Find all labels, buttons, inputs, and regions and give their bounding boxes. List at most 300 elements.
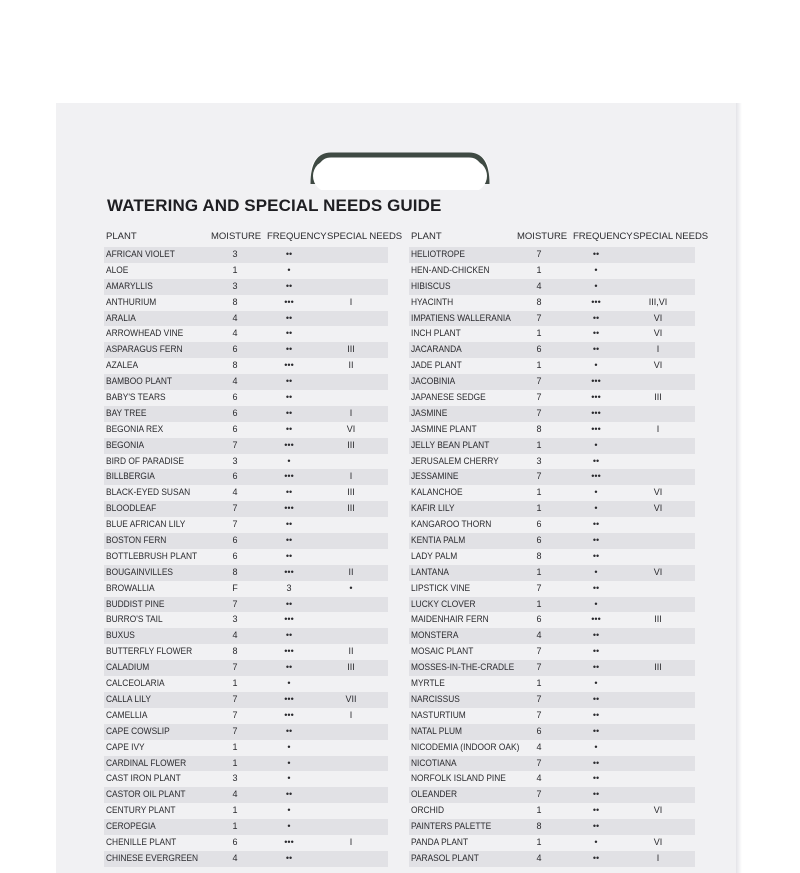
plant-name-cell: JADE PLANT xyxy=(411,360,462,371)
special-needs-cell: I xyxy=(349,407,353,418)
special-needs-cell: VII xyxy=(345,693,357,704)
plant-name-cell: KANGAROO THORN xyxy=(411,519,492,530)
table-row xyxy=(104,279,388,295)
frequency-cell: ••• xyxy=(284,709,294,720)
frequency-cell: •• xyxy=(592,852,600,863)
table-row xyxy=(104,311,388,327)
frequency-cell: •• xyxy=(592,662,600,673)
plant-name-cell: BIRD OF PARADISE xyxy=(106,455,184,466)
plant-name-cell: NASTURTIUM xyxy=(411,709,466,720)
moisture-cell: 6 xyxy=(232,392,238,403)
special-needs-cell: III xyxy=(347,487,355,498)
frequency-cell: • xyxy=(594,439,598,450)
moisture-cell: 7 xyxy=(536,312,542,323)
moisture-cell: 1 xyxy=(536,566,542,577)
moisture-cell: 6 xyxy=(536,519,542,530)
frequency-cell: •• xyxy=(285,328,293,339)
frequency-cell: •• xyxy=(285,535,293,546)
table-row xyxy=(409,279,695,295)
frequency-cell: •• xyxy=(285,280,293,291)
plant-name-cell: BEGONIA xyxy=(106,439,145,450)
frequency-cell: ••• xyxy=(284,296,294,307)
frequency-cell: ••• xyxy=(284,693,294,704)
table-row xyxy=(104,517,388,533)
frequency-cell: ••• xyxy=(591,423,601,434)
plant-name-cell: HELIOTROPE xyxy=(411,249,465,259)
table-row xyxy=(104,374,388,390)
frequency-cell: • xyxy=(594,487,598,498)
table-row xyxy=(409,533,695,549)
frequency-cell: • xyxy=(594,598,598,609)
special-needs-cell: I xyxy=(349,471,353,482)
table-row xyxy=(409,263,695,279)
frequency-cell: •• xyxy=(285,550,293,561)
moisture-cell: 6 xyxy=(232,471,238,482)
frequency-cell: •• xyxy=(592,249,600,259)
frequency-cell: ••• xyxy=(284,836,294,847)
table-row xyxy=(104,708,388,724)
frequency-cell: ••• xyxy=(591,407,601,418)
special-needs-cell: I xyxy=(349,836,353,847)
plant-name-cell: JERUSALEM CHERRY xyxy=(411,455,499,466)
table-row xyxy=(409,485,695,501)
moisture-cell: 6 xyxy=(536,535,542,546)
frequency-cell: • xyxy=(287,805,291,816)
header-plant: PLANT xyxy=(106,231,137,242)
frequency-cell: • xyxy=(594,264,598,275)
plant-name-cell: NARCISSUS xyxy=(411,693,460,704)
table-row xyxy=(104,438,388,454)
table-row xyxy=(409,517,695,533)
table-row xyxy=(104,835,388,851)
plant-name-cell: HEN-AND-CHICKEN xyxy=(411,264,490,275)
moisture-cell: 7 xyxy=(536,582,542,593)
special-needs-cell: I xyxy=(656,852,660,863)
moisture-cell: 3 xyxy=(232,614,238,625)
header-moisture: MOISTURE xyxy=(211,231,262,242)
plant-name-cell: CAST IRON PLANT xyxy=(106,773,181,784)
page-title: WATERING AND SPECIAL NEEDS GUIDE xyxy=(107,196,442,215)
header-frequency: FREQUENCY xyxy=(267,231,327,242)
table-row xyxy=(409,469,695,485)
special-needs-cell: I xyxy=(656,344,660,355)
moisture-cell: 1 xyxy=(232,805,238,816)
table-row xyxy=(104,549,388,565)
moisture-cell: 3 xyxy=(232,455,238,466)
table-row xyxy=(409,628,695,644)
moisture-cell: 4 xyxy=(536,741,542,752)
plant-name-cell: MOSAIC PLANT xyxy=(411,646,474,657)
plant-name-cell: ARROWHEAD VINE xyxy=(106,328,184,339)
frequency-cell: •• xyxy=(285,598,293,609)
table-row xyxy=(104,390,388,406)
table-row xyxy=(409,740,695,756)
frequency-cell: •• xyxy=(285,376,293,387)
special-needs-cell: I xyxy=(349,709,353,720)
plant-name-cell: CHINESE EVERGREEN xyxy=(106,852,199,863)
frequency-cell: •• xyxy=(592,582,600,593)
table-row xyxy=(104,771,388,787)
moisture-cell: 7 xyxy=(232,709,238,720)
table-row xyxy=(104,692,388,708)
table-row xyxy=(104,803,388,819)
plant-name-cell: MONSTERA xyxy=(411,630,459,641)
moisture-cell: 8 xyxy=(232,566,238,577)
frequency-cell: ••• xyxy=(591,296,601,307)
moisture-cell: 8 xyxy=(536,296,542,307)
plant-name-cell: KENTIA PALM xyxy=(411,535,466,546)
table-row xyxy=(104,756,388,772)
plant-name-cell: AMARYLLIS xyxy=(106,280,153,291)
moisture-cell: 1 xyxy=(536,264,542,275)
frequency-cell: •• xyxy=(592,789,600,800)
frequency-cell: • xyxy=(287,821,291,832)
plant-name-cell: BEGONIA REX xyxy=(106,423,164,434)
plant-name-cell: BROWALLIA xyxy=(106,582,155,593)
frequency-cell: •• xyxy=(285,789,293,800)
moisture-cell: 8 xyxy=(536,423,542,434)
table-row xyxy=(104,819,388,835)
table-row xyxy=(409,724,695,740)
special-needs-cell: III xyxy=(654,614,662,625)
frequency-cell: ••• xyxy=(284,503,294,514)
table-row xyxy=(104,628,388,644)
moisture-cell: 1 xyxy=(536,328,542,339)
plant-name-cell: BLOODLEAF xyxy=(106,503,157,514)
moisture-cell: 3 xyxy=(232,249,238,259)
special-needs-cell: VI xyxy=(653,566,663,577)
table-row xyxy=(104,644,388,660)
table-row xyxy=(409,597,695,613)
moisture-cell: 7 xyxy=(536,392,542,403)
frequency-cell: •• xyxy=(285,630,293,641)
frequency-cell: • xyxy=(287,455,291,466)
moisture-cell: 4 xyxy=(536,852,542,863)
table-row xyxy=(409,660,695,676)
table-row xyxy=(409,803,695,819)
table-row xyxy=(104,422,388,438)
frequency-cell: • xyxy=(287,741,291,752)
plant-name-cell: LANTANA xyxy=(411,566,449,577)
plant-name-cell: CALADIUM xyxy=(106,662,150,673)
table-row xyxy=(409,311,695,327)
plant-name-cell: KAFIR LILY xyxy=(411,503,455,514)
table-row xyxy=(104,454,388,470)
moisture-cell: 8 xyxy=(536,821,542,832)
frequency-cell: ••• xyxy=(284,471,294,482)
moisture-cell: 4 xyxy=(232,312,238,323)
special-needs-cell: III xyxy=(654,392,662,403)
plant-name-cell: NORFOLK ISLAND PINE xyxy=(411,773,506,784)
frequency-cell: • xyxy=(594,503,598,514)
table-row xyxy=(409,374,695,390)
moisture-cell: 8 xyxy=(536,550,542,561)
plant-name-cell: HYACINTH xyxy=(411,296,454,307)
plant-name-cell: BUXUS xyxy=(106,630,135,641)
frequency-cell: •• xyxy=(285,392,293,403)
frequency-cell: •• xyxy=(592,821,600,832)
header-frequency: FREQUENCY xyxy=(573,231,633,242)
plant-name-cell: MAIDENHAIR FERN xyxy=(411,614,489,625)
frequency-cell: ••• xyxy=(284,439,294,450)
moisture-cell: 1 xyxy=(232,678,238,689)
moisture-cell: 6 xyxy=(232,407,238,418)
plant-name-cell: KALANCHOE xyxy=(411,487,463,498)
plant-name-cell: CENTURY PLANT xyxy=(106,805,176,816)
table-row xyxy=(104,485,388,501)
special-needs-cell: I xyxy=(349,296,353,307)
plant-name-cell: BOUGAINVILLES xyxy=(106,566,173,577)
plant-name-cell: CAMELLIA xyxy=(106,709,148,720)
plant-name-cell: HIBISCUS xyxy=(411,280,451,291)
moisture-cell: 4 xyxy=(232,630,238,641)
moisture-cell: 1 xyxy=(536,360,542,371)
moisture-cell: 1 xyxy=(536,678,542,689)
moisture-cell: 3 xyxy=(536,455,542,466)
table-row xyxy=(409,406,695,422)
table-row xyxy=(104,533,388,549)
plant-name-cell: MYRTLE xyxy=(411,678,445,689)
frequency-cell: •• xyxy=(285,519,293,530)
moisture-cell: 8 xyxy=(232,646,238,657)
frequency-cell: •• xyxy=(592,773,600,784)
table-row xyxy=(409,295,695,311)
plant-name-cell: CALLA LILY xyxy=(106,693,151,704)
special-needs-cell: III xyxy=(347,344,355,355)
plant-name-cell: JACARANDA xyxy=(411,344,462,355)
plant-name-cell: BAY TREE xyxy=(106,407,147,418)
table-row xyxy=(104,469,388,485)
moisture-cell: 1 xyxy=(536,439,542,450)
table-row xyxy=(409,676,695,692)
plant-name-cell: NICODEMIA (INDOOR OAK) xyxy=(411,741,520,752)
special-needs-cell: VI xyxy=(653,360,663,371)
plant-name-cell: BURRO'S TAIL xyxy=(106,614,163,625)
plant-name-cell: LUCKY CLOVER xyxy=(411,598,476,609)
frequency-cell: •• xyxy=(285,249,293,259)
frequency-cell: ••• xyxy=(284,360,294,371)
plant-name-cell: CAPE COWSLIP xyxy=(106,725,170,736)
plant-name-cell: CAPE IVY xyxy=(106,741,145,752)
moisture-cell: 4 xyxy=(232,852,238,863)
special-needs-cell: VI xyxy=(653,487,663,498)
frequency-cell: • xyxy=(287,678,291,689)
moisture-cell: 1 xyxy=(536,503,542,514)
moisture-cell: 7 xyxy=(536,693,542,704)
special-needs-cell: III xyxy=(347,503,355,514)
table-row xyxy=(409,501,695,517)
special-needs-cell: III xyxy=(654,662,662,673)
special-needs-cell: VI xyxy=(653,836,663,847)
plant-table-right xyxy=(409,231,709,867)
frequency-cell: • xyxy=(594,836,598,847)
plant-name-cell: ARALIA xyxy=(106,312,136,323)
frequency-cell: •• xyxy=(285,487,293,498)
plant-name-cell: JESSAMINE xyxy=(411,471,459,482)
table-row xyxy=(104,851,388,867)
table-row xyxy=(104,724,388,740)
moisture-cell: 6 xyxy=(536,725,542,736)
plant-name-cell: NICOTIANA xyxy=(411,757,457,768)
table-row xyxy=(409,565,695,581)
plant-name-cell: JAPANESE SEDGE xyxy=(411,392,486,403)
table-row xyxy=(104,612,388,628)
frequency-cell: •• xyxy=(285,662,293,673)
moisture-cell: 6 xyxy=(536,614,542,625)
table-row xyxy=(409,390,695,406)
plant-name-cell: JELLY BEAN PLANT xyxy=(411,439,490,450)
moisture-cell: 7 xyxy=(232,439,238,450)
moisture-cell: F xyxy=(232,582,238,593)
moisture-cell: 7 xyxy=(232,503,238,514)
header-moisture: MOISTURE xyxy=(517,231,568,242)
table-row xyxy=(104,406,388,422)
plant-name-cell: JACOBINIA xyxy=(411,376,456,387)
moisture-cell: 7 xyxy=(536,249,542,259)
moisture-cell: 7 xyxy=(536,407,542,418)
table-row xyxy=(409,326,695,342)
plant-name-cell: INCH PLANT xyxy=(411,328,461,339)
plant-name-cell: ALOE xyxy=(106,264,129,275)
frequency-cell: • xyxy=(594,566,598,577)
plant-name-cell: BLUE AFRICAN LILY xyxy=(106,519,186,530)
frequency-cell: ••• xyxy=(284,646,294,657)
moisture-cell: 1 xyxy=(536,805,542,816)
plant-name-cell: BUDDIST PINE xyxy=(106,598,165,609)
frequency-cell: •• xyxy=(592,519,600,530)
frequency-cell: •• xyxy=(592,630,600,641)
table-row xyxy=(104,676,388,692)
frequency-cell: •• xyxy=(285,344,293,355)
table-row xyxy=(409,581,695,597)
table-row xyxy=(409,342,695,358)
plant-name-cell: CARDINAL FLOWER xyxy=(106,757,187,768)
moisture-cell: 7 xyxy=(536,789,542,800)
plant-name-cell: CASTOR OIL PLANT xyxy=(106,789,186,800)
plant-name-cell: MOSSES-IN-THE-CRADLE xyxy=(411,662,515,673)
moisture-cell: 1 xyxy=(536,487,542,498)
table-row xyxy=(104,263,388,279)
special-needs-cell: • xyxy=(349,582,353,593)
frequency-cell: ••• xyxy=(591,471,601,482)
table-row xyxy=(104,660,388,676)
frequency-cell: •• xyxy=(285,852,293,863)
plant-name-cell: AFRICAN VIOLET xyxy=(106,249,175,259)
frequency-cell: • xyxy=(594,280,598,291)
table-body xyxy=(409,247,695,867)
frequency-cell: •• xyxy=(592,805,600,816)
table-row xyxy=(104,501,388,517)
table-row xyxy=(104,581,388,597)
frequency-cell: • xyxy=(287,757,291,768)
special-needs-cell: VI xyxy=(653,312,663,323)
moisture-cell: 7 xyxy=(536,376,542,387)
moisture-cell: 4 xyxy=(536,773,542,784)
moisture-cell: 1 xyxy=(232,264,238,275)
table-row xyxy=(409,771,695,787)
table-row xyxy=(409,247,695,263)
moisture-cell: 3 xyxy=(232,773,238,784)
frequency-cell: •• xyxy=(592,550,600,561)
frequency-cell: •• xyxy=(592,344,600,355)
table-row xyxy=(409,454,695,470)
moisture-cell: 1 xyxy=(232,757,238,768)
special-needs-cell: VI xyxy=(653,328,663,339)
plant-name-cell: OLEANDER xyxy=(411,789,458,800)
plant-name-cell: PAINTERS PALETTE xyxy=(411,821,492,832)
plant-name-cell: CEROPEGIA xyxy=(106,821,156,832)
table-body xyxy=(104,247,388,867)
table-row xyxy=(104,740,388,756)
frequency-cell: •• xyxy=(592,725,600,736)
table-row xyxy=(104,597,388,613)
table-header xyxy=(409,231,709,245)
frequency-cell: ••• xyxy=(591,614,601,625)
plant-name-cell: PARASOL PLANT xyxy=(411,852,479,863)
table-row xyxy=(409,708,695,724)
special-needs-cell: II xyxy=(348,566,354,577)
moisture-cell: 7 xyxy=(232,693,238,704)
plant-name-cell: ORCHID xyxy=(411,805,445,816)
header-plant: PLANT xyxy=(411,231,442,242)
table-row xyxy=(409,787,695,803)
plant-name-cell: BUTTERFLY FLOWER xyxy=(106,646,193,657)
plant-name-cell: NATAL PLUM xyxy=(411,725,463,736)
moisture-cell: 4 xyxy=(536,630,542,641)
header-special-needs: SPECIAL NEEDS xyxy=(633,231,709,242)
moisture-cell: 4 xyxy=(232,328,238,339)
frequency-cell: •• xyxy=(592,328,600,339)
moisture-cell: 1 xyxy=(232,821,238,832)
table-row xyxy=(409,644,695,660)
table-row xyxy=(409,819,695,835)
moisture-cell: 6 xyxy=(232,836,238,847)
plant-name-cell: BAMBOO PLANT xyxy=(106,376,173,387)
moisture-cell: 4 xyxy=(232,487,238,498)
moisture-cell: 7 xyxy=(536,471,542,482)
moisture-cell: 4 xyxy=(232,789,238,800)
table-row xyxy=(409,851,695,867)
moisture-cell: 7 xyxy=(536,757,542,768)
table-row xyxy=(409,612,695,628)
moisture-cell: 7 xyxy=(536,646,542,657)
special-needs-cell: III,VI xyxy=(648,296,668,307)
frequency-cell: • xyxy=(594,741,598,752)
special-needs-cell: III xyxy=(347,439,355,450)
frequency-cell: •• xyxy=(285,725,293,736)
moisture-cell: 8 xyxy=(232,296,238,307)
plant-table-left xyxy=(104,231,403,867)
table-row xyxy=(409,835,695,851)
frequency-cell: ••• xyxy=(591,376,601,387)
special-needs-cell: II xyxy=(348,646,354,657)
moisture-cell: 6 xyxy=(232,535,238,546)
table-row xyxy=(104,247,388,263)
table-row xyxy=(104,326,388,342)
moisture-cell: 4 xyxy=(232,376,238,387)
plant-name-cell: CHENILLE PLANT xyxy=(106,836,177,847)
moisture-cell: 3 xyxy=(232,280,238,291)
frequency-cell: ••• xyxy=(591,392,601,403)
frequency-cell: •• xyxy=(285,423,293,434)
moisture-cell: 7 xyxy=(232,519,238,530)
table-row xyxy=(409,756,695,772)
plant-name-cell: AZALEA xyxy=(106,360,139,371)
table-row xyxy=(104,565,388,581)
table-row xyxy=(409,358,695,374)
frequency-cell: • xyxy=(594,678,598,689)
table-row xyxy=(409,438,695,454)
